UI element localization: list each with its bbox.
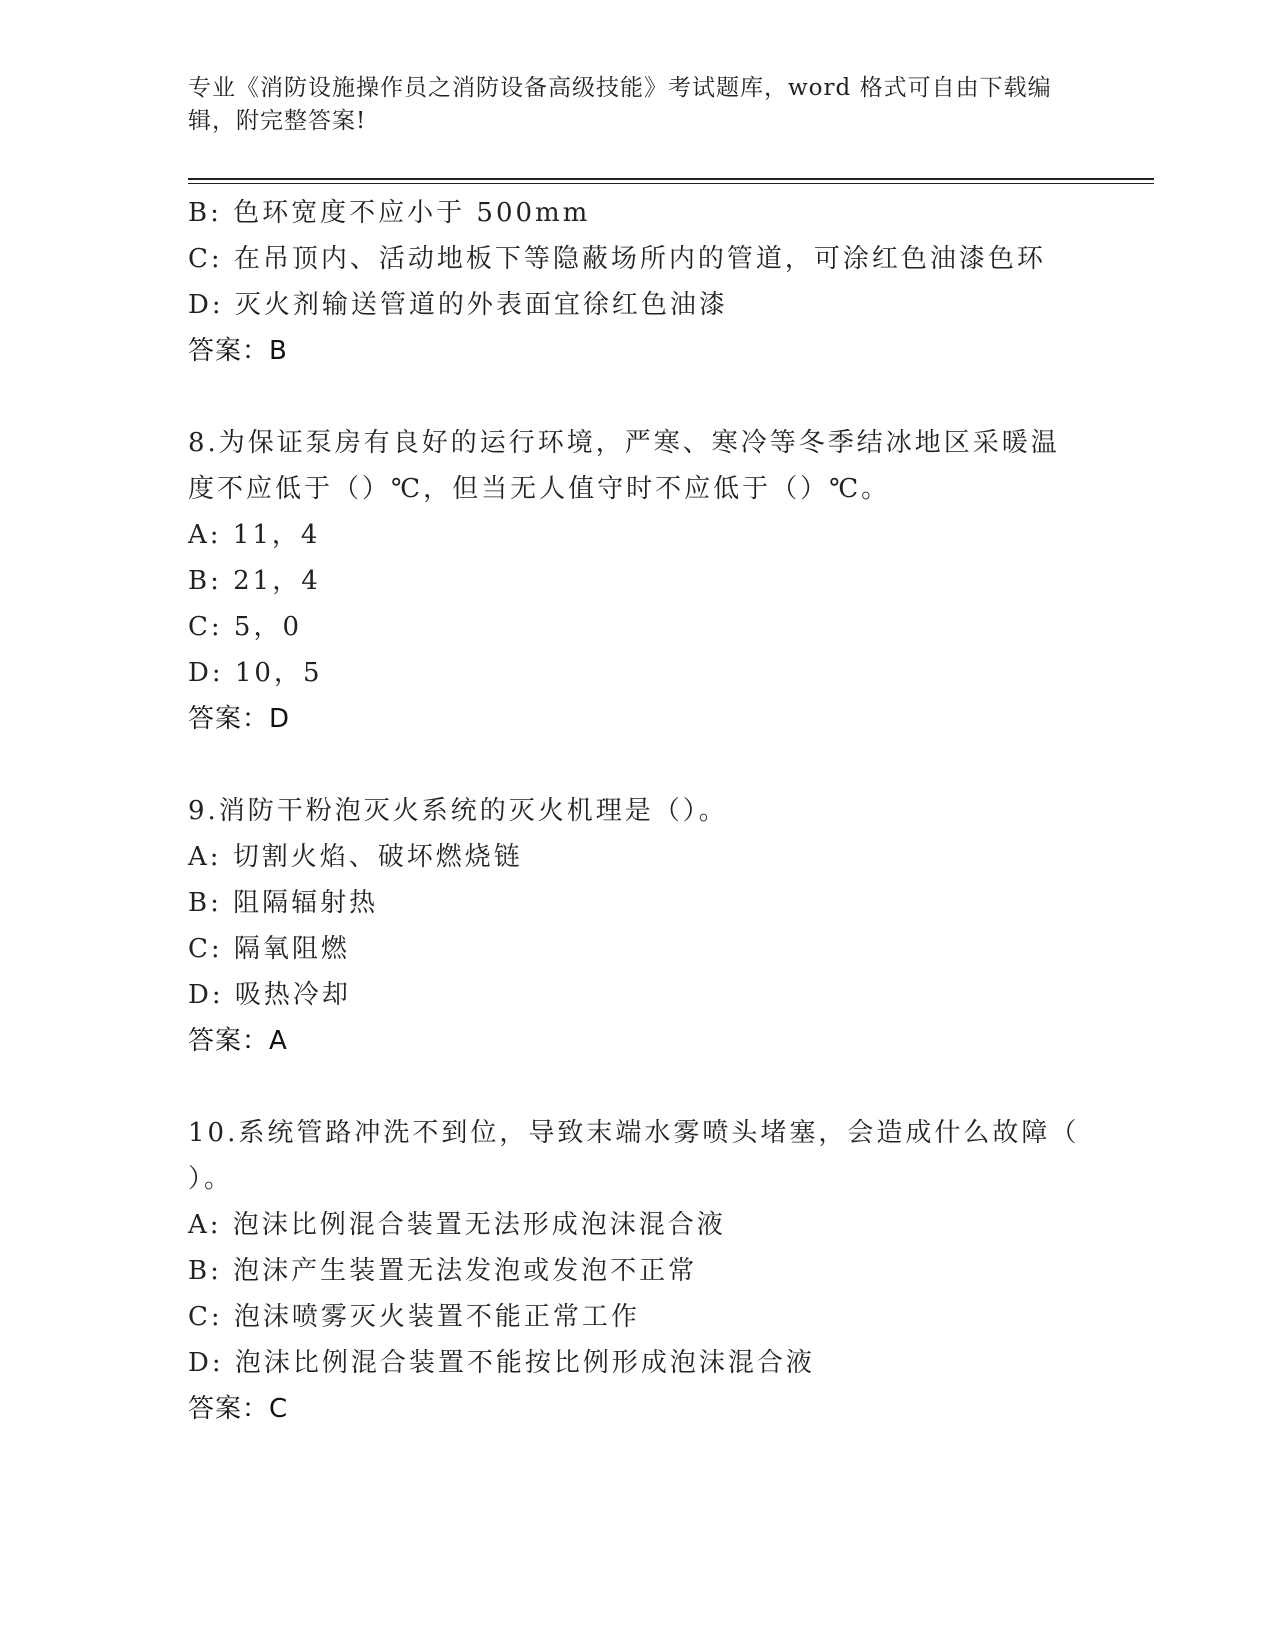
question-stem-line: ）。 <box>188 1164 234 1194</box>
option-b: B: 泡沫产生装置无法发泡或发泡不正常 <box>188 1256 698 1286</box>
question-content <box>188 190 1088 1432</box>
option-d: D: 泡沫比例混合装置不能按比例形成泡沫混合液 <box>188 1348 815 1378</box>
option-c: C: 5，0 <box>188 612 303 642</box>
answer-line: 答案：C <box>188 1394 289 1424</box>
header-rule-thick <box>188 178 1154 180</box>
question-8-block <box>188 420 1088 742</box>
spacer <box>188 374 1088 420</box>
option-b: B: 阻隔辐射热 <box>188 888 379 918</box>
option-d: D: 灭火剂输送管道的外表面宜徐红色油漆 <box>188 290 728 320</box>
header-rule-thin <box>188 183 1154 184</box>
option-d: D: 吸热冷却 <box>188 980 351 1010</box>
page-header <box>188 72 1068 138</box>
option-a: A: 泡沫比例混合装置无法形成泡沫混合液 <box>188 1210 726 1240</box>
question-stem-line: 度不应低于（）℃，但当无人值守时不应低于（）℃。 <box>188 474 891 504</box>
spacer <box>188 742 1088 788</box>
option-b: B: 色环宽度不应小于 500mm <box>188 198 591 228</box>
answer-line: 答案：B <box>188 336 288 366</box>
question-10-block <box>188 1110 1088 1432</box>
option-b: B: 21，4 <box>188 566 321 596</box>
option-a: A: 11，4 <box>188 520 321 550</box>
answer-line: 答案：A <box>188 1026 288 1056</box>
question-stem-line: 8.为保证泵房有良好的运行环境，严寒、寒冷等冬季结冰地区采暖温 <box>188 428 1060 458</box>
option-a: A: 切割火焰、破坏燃烧链 <box>188 842 523 872</box>
option-c: C: 隔氧阻燃 <box>188 934 350 964</box>
question-stem-line: 10.系统管路冲洗不到位，导致末端水雾喷头堵塞，会造成什么故障（ <box>188 1118 1080 1148</box>
option-c: C: 在吊顶内、活动地板下等隐蔽场所内的管道，可涂红色油漆色环 <box>188 244 1046 274</box>
prev-question-block <box>188 190 1088 374</box>
option-d: D: 10，5 <box>188 658 323 688</box>
answer-line: 答案：D <box>188 704 291 734</box>
spacer <box>188 1064 1088 1110</box>
header-line-2: 辑，附完整答案! <box>188 108 367 134</box>
option-c: C: 泡沫喷雾灭火装置不能正常工作 <box>188 1302 640 1332</box>
question-9-block <box>188 788 1088 1064</box>
header-line-1: 专业《消防设施操作员之消防设备高级技能》考试题库，word 格式可自由下载编 <box>188 75 1052 101</box>
question-stem-line: 9.消防干粉泡灭火系统的灭火机理是（）。 <box>188 796 728 826</box>
